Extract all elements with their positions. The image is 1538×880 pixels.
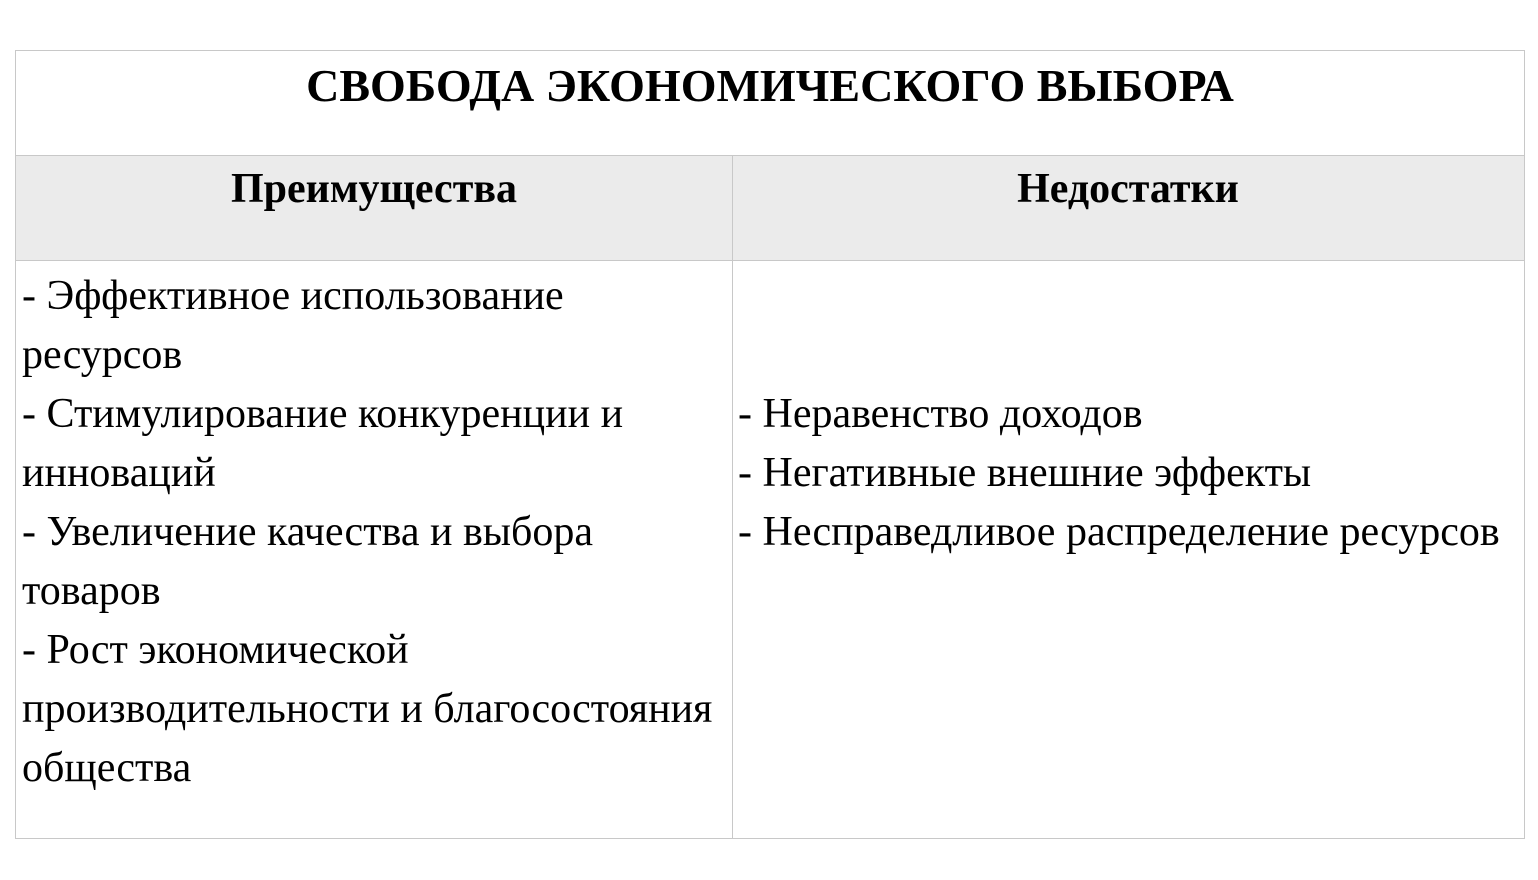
table-title: СВОБОДА ЭКОНОМИЧЕСКОГО ВЫБОРА bbox=[306, 60, 1234, 111]
column-divider bbox=[732, 156, 733, 839]
disadvantage-item: - Негативные внешние эффекты bbox=[738, 450, 1312, 496]
comparison-table bbox=[15, 50, 1525, 839]
title-row bbox=[16, 51, 1524, 156]
disadvantage-item: - Несправедливое распределение ресурсов bbox=[738, 509, 1500, 555]
advantage-item: - Рост экономической производительности и благосостояния общества bbox=[22, 627, 713, 791]
disadvantages-cell bbox=[738, 262, 1518, 562]
header-row bbox=[16, 156, 1524, 261]
disadvantage-item: - Неравенство доходов bbox=[738, 391, 1143, 437]
advantage-item: - Стимулирование конкуренции и инноваций bbox=[22, 391, 624, 496]
advantage-item: - Эффективное использование ресурсов bbox=[22, 273, 564, 378]
disadvantages-header: Недостатки bbox=[1017, 166, 1239, 212]
advantage-item: - Увеличение качества и выбора товаров bbox=[22, 509, 593, 614]
advantages-header: Преимущества bbox=[230, 166, 518, 212]
advantages-cell bbox=[22, 262, 722, 798]
